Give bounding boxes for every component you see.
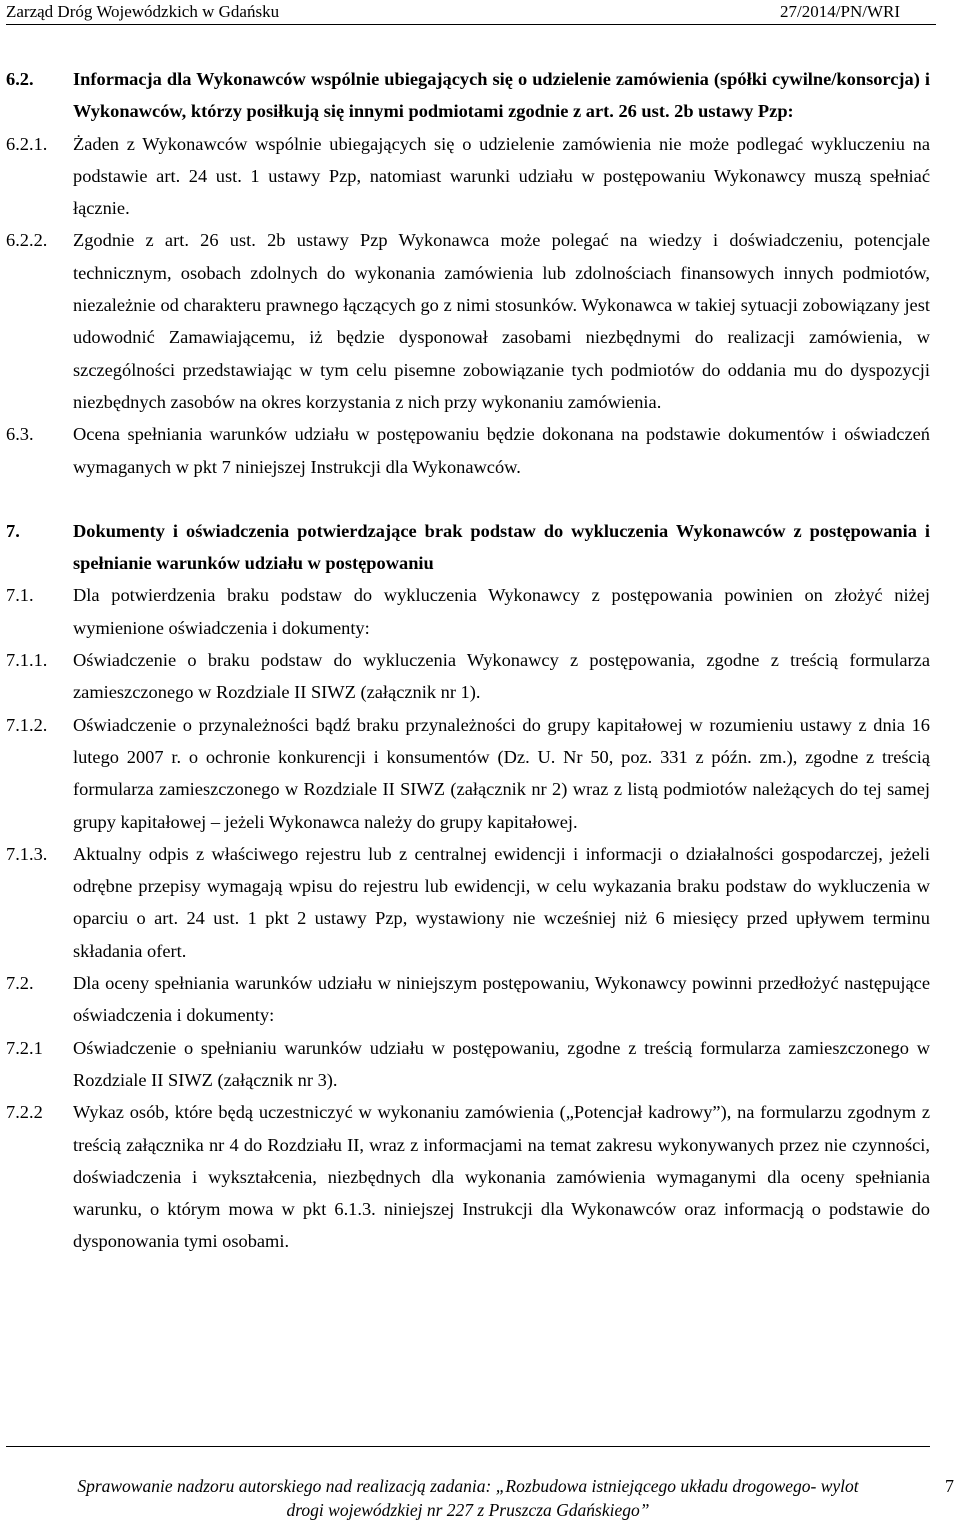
chapter-title: Dokumenty i oświadczenia potwierdzające brak podstaw do wykluczenia Wykonawców z postępowania i spełnianie warunków udziału w postępowaniu [73,520,930,574]
item-7-1 [6,579,930,644]
item-7-1-3 [6,838,930,967]
item-text: Oświadczenie o spełnianiu warunków udziału w postępowaniu, zgodne z treścią formularza zamieszczonego w Rozdziale II SIWZ (załącznik nr 3). [73,1037,930,1090]
item-7-1-2 [6,709,930,838]
item-number: 7.1.1. [6,650,48,671]
item-7-2-1 [6,1032,930,1097]
item-text: Wykaz osób, które będą uczestniczyć w wykonaniu zamówienia („Potencjał kadrowy”), na formularzu zgodnym z treścią załącznika nr 4 do Rozdziału II, wraz z informacjami na temat zakresu wykonywanych przez nie czynności, doświadczenia i wykształcenia, niezbędnych dla wykonania zamówienia wymaganymi dla oceny spełniania warunku, o którym mowa w pkt 6.1.3. niniejszej Instrukcji dla Wykonawców oraz informacją o podstawie do dysponowania tymi osobami. [73,1102,930,1252]
section-6-2-1 [6,128,930,225]
chapter-7-heading [6,515,930,580]
item-number: 7.1. [6,585,34,606]
header-reference-number: 27/2014/PN/WRI [780,2,900,21]
spacer [6,483,930,515]
section-6-2 [6,63,930,128]
header-organization: Zarząd Dróg Wojewódzkich w Gdańsku [6,2,280,21]
section-number: 6.2. [6,69,34,89]
page-number: 7 [945,1476,954,1496]
item-text: Dla oceny spełniania warunków udziału w niniejszym postępowaniu, Wykonawcy powinni przedłożyć następujące oświadczenia i dokumenty: [73,973,930,1026]
section-text: Ocena spełniania warunków udziału w postępowaniu będzie dokonana na podstawie dokumentów i oświadczeń wymaganych w pkt 7 niniejszej Instrukcji dla Wykonawców. [73,424,930,477]
footer-divider [6,1446,930,1447]
document-body [6,63,930,1258]
item-7-2 [6,967,930,1032]
footer-text-line-1: Sprawowanie nadzoru autorskiego nad realizacją zadania: „Rozbudowa istniejącego układu drogowego- wylot [77,1476,859,1496]
item-text: Oświadczenie o braku podstaw do wykluczenia Wykonawcy z postępowania, zgodne z treścią formularza zamieszczonego w Rozdziale II SIWZ (załącznik nr 1). [73,650,930,703]
section-text: Żaden z Wykonawców wspólnie ubiegających się o udzielenie zamówienia nie może podlegać wykluczeniu na podstawie art. 24 ust. 1 ustawy Pzp, natomiast warunki udziału w postępowaniu Wykonawcy muszą spełniać łącznie. [73,133,930,219]
item-number: 7.2.1 [6,1037,43,1058]
chapter-number: 7. [6,520,20,541]
page-footer [6,1474,930,1522]
section-6-2-2 [6,224,930,418]
item-number: 7.2.2 [6,1102,43,1123]
item-number: 7.1.2. [6,714,48,735]
section-number: 6.2.1. [6,133,48,154]
section-number: 6.3. [6,424,34,445]
page-header [6,0,936,25]
item-number: 7.2. [6,973,34,994]
item-7-1-1 [6,644,930,709]
item-text: Dla potwierdzenia braku podstaw do wykluczenia Wykonawcy z postępowania powinien on złożyć niżej wymienione oświadczenia i dokumenty: [73,585,930,638]
item-text: Oświadczenie o przynależności bądź braku przynależności do grupy kapitałowej w rozumieniu ustawy z dnia 16 lutego 2007 r. o ochronie konkurencji i konsumentów (Dz. U. Nr 50, poz. 331 z późn. zm.), zgodne z treścią formularza zamieszczonego w Rozdziale II SIWZ (załącznik nr 2) wraz z listą podmiotów należących do tej samej grupy kapitałowej – jeżeli Wykonawca należy do grupy kapitałowej. [73,714,930,832]
section-number: 6.2.2. [6,230,48,251]
item-7-2-2 [6,1096,930,1257]
item-text: Aktualny odpis z właściwego rejestru lub z centralnej ewidencji i informacji o działalności gospodarczej, jeżeli odrębne przepisy wymagają wpisu do rejestru lub ewidencji, w celu wykazania braku podstaw do wykluczenia w oparciu o art. 24 ust. 1 pkt 2 ustawy Pzp, wystawiony nie wcześniej niż 6 miesięcy przed upływem terminu składania ofert. [73,843,930,961]
footer-text-line-2: drogi wojewódzkiej nr 227 z Pruszcza Gdańskiego” [286,1500,650,1520]
section-text: Zgodnie z art. 26 ust. 2b ustawy Pzp Wykonawca może polegać na wiedzy i doświadczeniu, potencjale technicznym, osobach zdolnych do wykonania zamówienia lub zdolnościach finansowych innych podmiotów, niezależnie od charakteru prawnego łączących go z nimi stosunków. Wykonawca w takiej sytuacji zobowiązany jest udowodnić Zamawiającemu, iż będzie dysponował zasobami niezbędnymi do realizacji zamówienia, w szczególności przedstawiając w tym celu pisemne zobowiązanie tych podmiotów do oddania mu do dyspozycji niezbędnych zasobów na okres korzystania z nich przy wykonaniu zamówienia. [73,230,930,412]
item-number: 7.1.3. [6,843,48,864]
section-6-3 [6,418,930,483]
section-heading: Informacja dla Wykonawców wspólnie ubiegających się o udzielenie zamówienia (spółki cywilne/konsorcja) i Wykonawców, którzy posiłkują się innymi podmiotami zgodnie z art. 26 ust. 2b ustawy Pzp: [73,69,930,122]
